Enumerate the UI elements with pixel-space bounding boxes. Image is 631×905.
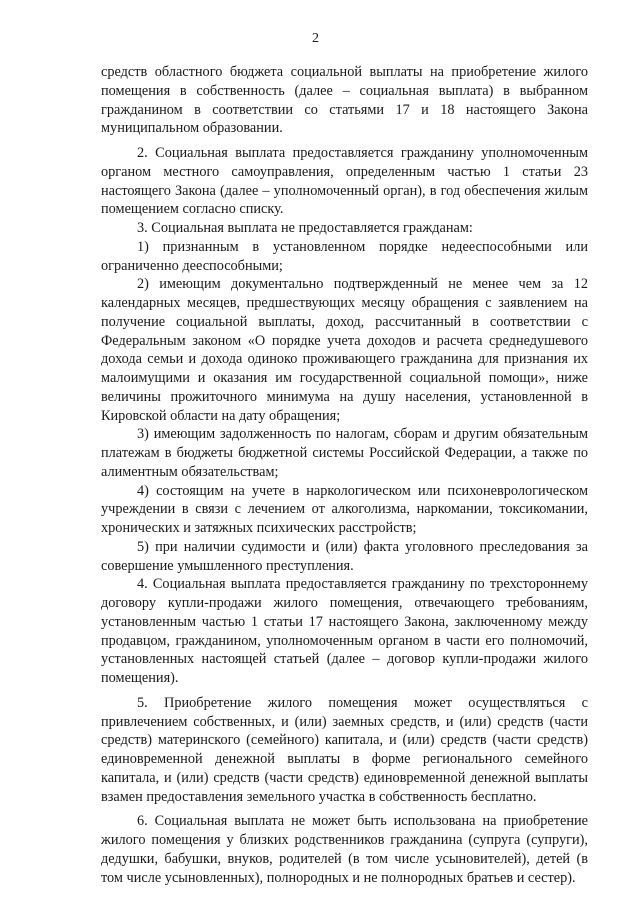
paragraph-clause-3-item-2: 2) имеющим документально подтвержденный не менее чем за 12 календарных месяцев, предшествующих месяцу обращения с заявлением на получение социальной выплаты, доход, рассчитанный в соответствии с Федеральным законом «О порядке учета доходов и расчета среднедушевого дохода семьи и дохода одиноко проживающего гражданина для признания их малоимущими и оказания им государственной социальной помощи», ниже величины прожиточного минимума на душу населения, установленной в Кировской области на дату обращения; [101,276,588,424]
paragraph-clause-4: 4. Социальная выплата предоставляется гражданину по трехстороннему договору купли-продажи жилого помещения, отвечающего требованиям, установленным частью 1 статьи 17 настоящего Закона, заключенному между продавцом, гражданином, уполномоченным органом в части его полномочий, установленных настоящей статьей (далее – договор купли-продажи жилого помещения). [101,576,588,686]
paragraph-clause-3-item-1: 1) признанным в установленном порядке недееспособными или ограниченно дееспособными; [101,238,588,274]
paragraph-clause-3-item-5: 5) при наличии судимости и (или) факта уголовного преследования за совершение умышленного преступления. [101,538,588,574]
paragraph-clause-5: 5. Приобретение жилого помещения может осуществляться с привлечением собственных, и (или) заемных средств, и (или) средств (части средств) материнского (семейного) капитала, и (или) средств (части средств) единовременной денежной выплаты в форме регионального семейного капитала, и (или) средств (части средств) единовременной денежной выплаты взамен предоставления земельного участка в собственность бесплатно. [101,694,588,805]
paragraph-clause-2: 2. Социальная выплата предоставляется гражданину уполномоченным органом местного самоуправления, определенным частью 1 статьи 23 настоящего Закона (далее – уполномоченный орган), в год обеспечения жилым помещением согласно списку. [101,145,588,218]
paragraph-clause-3: 3. Социальная выплата не предоставляется гражданам: [137,220,473,236]
paragraph-clause-6: 6. Социальная выплата не может быть использована на приобретение жилого помещения у близких родственников гражданина (супруга (супруги), дедушки, бабушки, внуков, родителей (в том числе усыновителей), детей (в том числе усыновленных), полнородных и не полнородных братьев и сестер). [101,813,588,886]
paragraph-continuation: средств областного бюджета социальной выплаты на приобретение жилого помещения в собственность (далее – социальная выплата) в выбранном гражданином в соответствии со статьями 17 и 18 настоящего Закона муниципальном образовании. [101,64,588,137]
document-text [101,63,588,887]
page-number: 2 [312,31,319,46]
paragraph-clause-3-item-3: 3) имеющим задолженность по налогам, сборам и другим обязательным платежам в бюджеты бюджетной системы Российской Федерации, а также по алиментным обязательствам; [101,426,588,480]
paragraph-clause-3-item-4: 4) состоящим на учете в наркологическом или психоневрологическом учреждении в связи с лечением от алкоголизма, наркомании, токсикомании, хронических и затяжных психических расстройств; [101,482,588,536]
